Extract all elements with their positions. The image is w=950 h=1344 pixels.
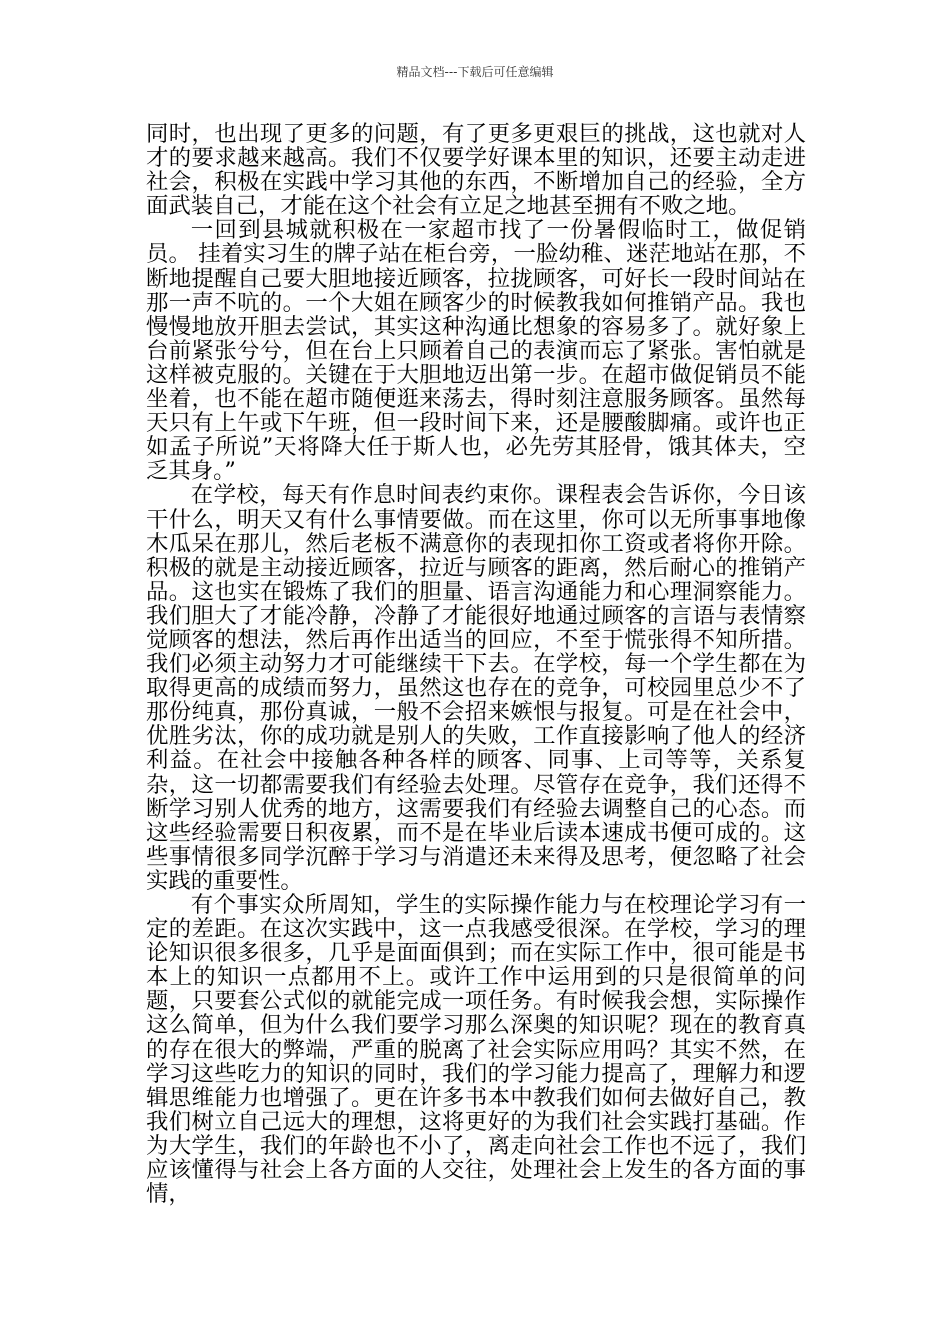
- document-body: [146, 122, 806, 1206]
- paragraph-3: 在学校，每天有作息时间表约束你。课程表会告诉你，今日该干什么，明天又有什么事情要做。而在这里，你可以无所事事地像木瓜呆在那儿，然后老板不满意你的表现扣你工资或者将你开除。积极的就是主动接近顾客，拉近与顾客的距离，然后耐心的推销产品。这也实在锻炼了我们的胆量、语言沟通能力和心理洞察能力。我们胆大了才能冷静，冷静了才能很好地通过顾客的言语与表情察觉顾客的想法，然后再作出适当的回应，不至于慌张得不知所措。我们必须主动努力才可能继续干下去。在学校，每一个学生都在为取得更高的成绩而努力，虽然这也存在的竞争，可校园里总少不了那份纯真，那份真诚，一般不会招来嫉恨与报复。可是在社会中，优胜劣汰，你的成功就是别人的失败，工作直接影响了他人的经济利益。在社会中接触各种各样的顾客、同事、上司等等，关系复杂，这一切都需要我们有经验去处理。尽管存在竞争，我们还得不断学习别人优秀的地方，这需要我们有经验去调整自己的心态。而这些经验需要日积夜累，而不是在毕业后读本速成书便可成的。这些事情很多同学沉醉于学习与消遣还未来得及思考，便忽略了社会实践的重要性。: [146, 482, 806, 894]
- paragraph-4: 有个事实众所周知，学生的实际操作能力与在校理论学习有一定的差距。在这次实践中，这一点我感受很深。在学校，学习的理论知识很多很多，几乎是面面俱到；而在实际工作中，很可能是书本上的知识一点都用不上。或许工作中运用到的只是很简单的问题，只要套公式似的就能完成一项任务。有时候我会想，实际操作这么简单，但为什么我们要学习那么深奥的知识呢？现在的教育真的存在很大的弊端，严重的脱离了社会实际应用吗？其实不然，在学习这些吃力的知识的同时，我们的学习能力提高了，理解力和逻辑思维能力也增强了。更在许多书本中教我们如何去做好自己，教我们树立自己远大的理想，这将更好的为我们社会实践打基础。作为大学生，我们的年龄也不小了，离走向社会工作也不远了，我们应该懂得与社会上各方面的人交往，处理社会上发生的各方面的事情，: [146, 892, 806, 1208]
- page-header: 精品文档---下载后可任意编辑: [396, 65, 554, 79]
- paragraph-1: 同时，也出现了更多的问题，有了更多更艰巨的挑战，这也就对人才的要求越来越高。我们不仅要学好课本里的知识，还要主动走进社会，积极在实践中学习其他的东西，不断增加自己的经验，全方面武装自己，才能在这个社会有立足之地甚至拥有不败之地。: [146, 121, 806, 220]
- paragraph-2: 一回到县城就积极在一家超市找了一份暑假临时工，做促销员。 挂着实习生的牌子站在柜台旁，一脸幼稚、迷茫地站在那，不断地提醒自己要大胆地接近顾客，拉拢顾客，可好长一段时间站在那一声不吭的。一个大姐在顾客少的时候教我如何推销产品。我也慢慢地放开胆去尝试，其实这种沟通比想象的容易多了。就好象上台前紧张兮兮，但在台上只顾着自己的表演而忘了紧张。害怕就是这样被克服的。关键在于大胆地迈出第一步。在超市做促销员不能坐着，也不能在超市随便逛来荡去，得时刻注意服务顾客。虽然每天只有上午或下午班，但一段时间下来，还是腰酸脚痛。或许也正如孟子所说”天将降大任于斯人也，必先劳其胫骨，饿其体夫，空乏其身。”: [146, 217, 806, 485]
